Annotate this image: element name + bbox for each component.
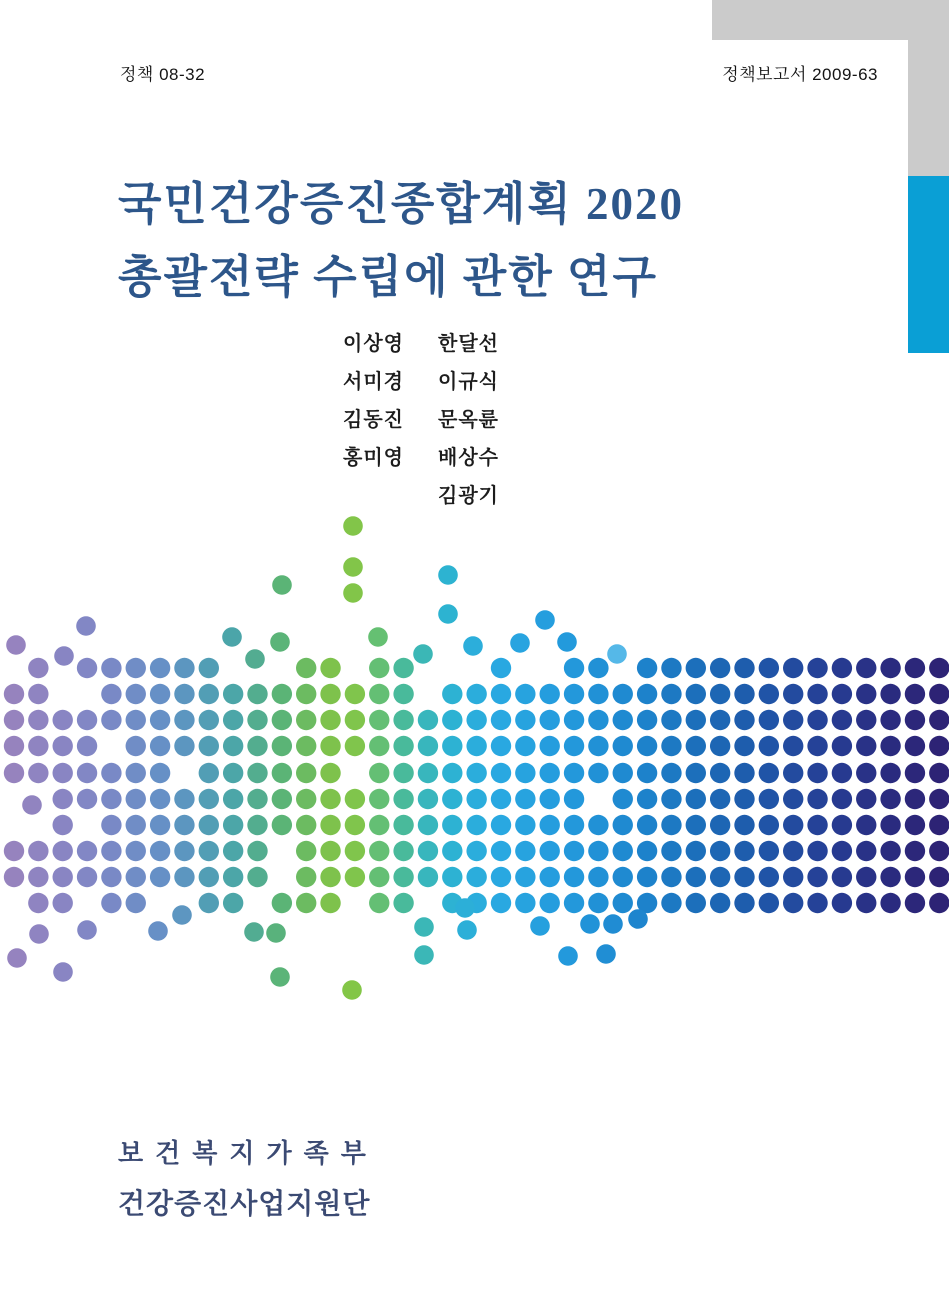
author-name: 김광기 bbox=[438, 485, 499, 507]
author-name: 문옥륜 bbox=[438, 409, 499, 431]
author-name: 홍미영 bbox=[343, 447, 404, 469]
report-title-line1: 국민건강증진종합계획 2020 bbox=[118, 179, 684, 229]
report-title bbox=[118, 168, 684, 314]
series-number-label: 정책 08-32 bbox=[120, 65, 206, 84]
author-name: 이규식 bbox=[438, 371, 499, 393]
publisher-ministry: 보건복지가족부 bbox=[118, 1139, 378, 1168]
author-name: 김동진 bbox=[343, 409, 404, 431]
publisher-agency: 건강증진사업지원단 bbox=[118, 1189, 371, 1220]
author-name: 서미경 bbox=[343, 371, 404, 393]
authors-column-2 bbox=[438, 334, 499, 524]
report-number-label: 정책보고서 2009-63 bbox=[722, 65, 878, 84]
report-title-line2: 총괄전략 수립에 관한 연구 bbox=[118, 252, 658, 302]
author-name: 배상수 bbox=[438, 447, 499, 469]
author-name: 이상영 bbox=[343, 333, 404, 355]
authors-column-1 bbox=[343, 334, 404, 486]
author-name: 한달선 bbox=[438, 333, 499, 355]
